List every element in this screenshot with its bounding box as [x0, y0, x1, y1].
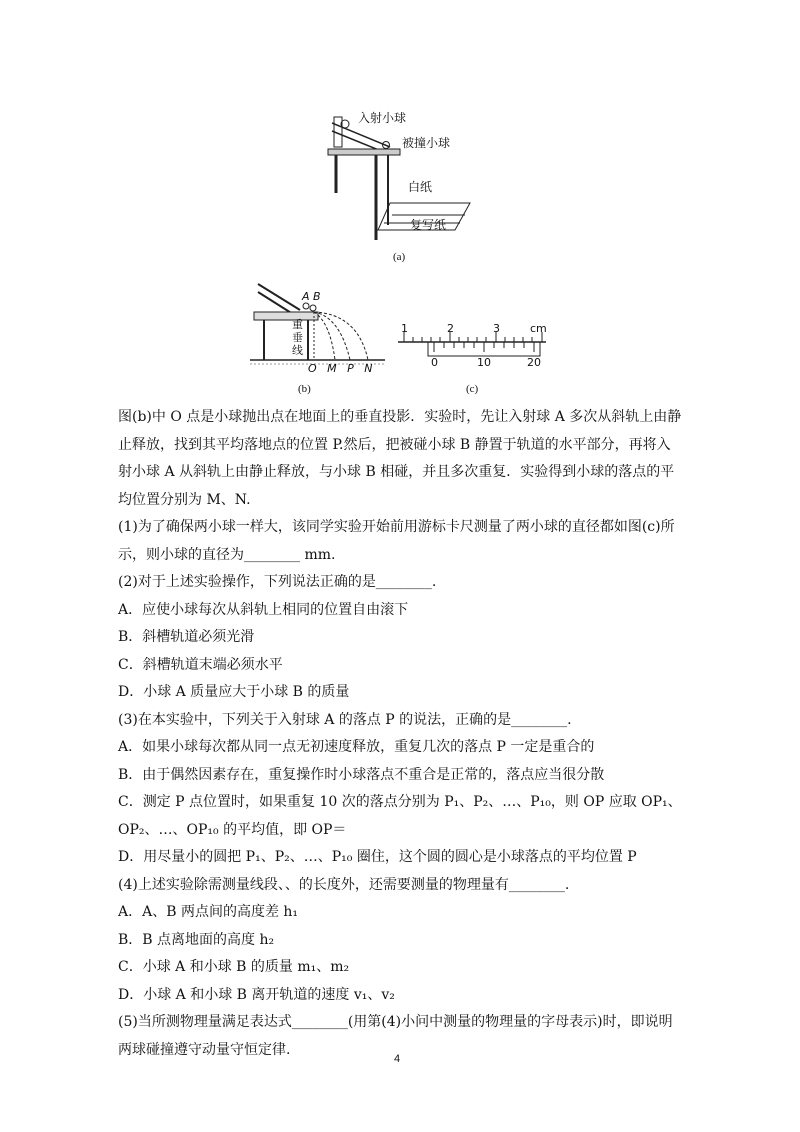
- intro-line-3: 射小球 A 从斜轨上由静止释放，与小球 B 相碰，并且多次重复．实验得到小球的落点的平: [118, 464, 675, 480]
- figure-a-apparatus: [320, 105, 480, 245]
- question-3-option-b: B．由于偶然因素存在，重复操作时小球落点不重合是正常的，落点应当很分散: [118, 766, 605, 783]
- page-number: 4: [394, 1053, 401, 1065]
- label-ab: A B: [302, 290, 321, 303]
- figure-c-vernier: [398, 320, 548, 375]
- caption-c: (c): [466, 383, 479, 395]
- question-2-option-b: B．斜槽轨道必须光滑: [118, 629, 255, 645]
- intro-line-2: 止释放，找到其平均落地点的位置 P.然后，把被碰小球 B 静置于轨道的水平部分，再将入: [118, 436, 671, 453]
- question-3-option-d: D．用尽量小的圆把 P₁、P₂、…、P₁₀ 圈住，这个圆的圆心是小球落点的平均位置 P: [118, 849, 637, 865]
- question-1-line-1: (1)为了确保两小球一样大，该同学实验开始前用游标卡尺测量了两小球的直径都如图(c)所: [118, 519, 675, 535]
- question-3-option-a: A．如果小球每次都从同一点无初速度释放，重复几次的落点 P 一定是重合的: [118, 739, 595, 755]
- question-2-option-a: A．应使小球每次从斜轨上相同的位置自由滚下: [118, 601, 409, 618]
- label-points: O M P N: [308, 362, 373, 375]
- label-white-paper: 白纸: [408, 180, 433, 194]
- label-struck-ball: 被撞小球: [402, 136, 451, 150]
- question-5-line-2: 两球碰撞遵守动量守恒定律.: [118, 1041, 291, 1058]
- question-4-option-c: C．小球 A 和小球 B 的质量 m₁、m₂: [118, 959, 350, 975]
- question-3-option-c-line-1: C．测定 P 点位置时，如果重复 10 次的落点分别为 P₁、P₂、…、P₁₀，则 OP 应取 OP₁、: [118, 794, 682, 810]
- main-scale-unit: cm: [530, 322, 547, 335]
- question-4-option-b: B．B 点离地面的高度 h₂: [118, 931, 275, 948]
- intro-line-1: 图(b)中 O 点是小球抛出点在地面上的垂直投影．实验时，先让入射球 A 多次从斜轨上由静: [118, 409, 682, 425]
- question-3: (3)在本实验中，下列关于入射球 A 的落点 P 的说法，正确的是________.: [118, 711, 572, 728]
- main-scale-label-3: 3: [493, 322, 500, 335]
- question-4-option-a: A．A、B 两点间的高度差 h₁: [118, 904, 299, 920]
- question-4: (4)上述实验除需测量线段、、的长度外，还需要测量的物理量有________.: [118, 876, 570, 893]
- main-scale-label-2: 2: [447, 322, 454, 335]
- question-2-option-c: C．斜槽轨道末端必须水平: [118, 656, 283, 673]
- vernier-label-0: 0: [431, 356, 438, 369]
- vernier-label-20: 20: [527, 356, 541, 369]
- intro-line-4: 均位置分别为 M、N.: [118, 491, 251, 508]
- figure-b-trajectory: [250, 272, 390, 372]
- label-plumb-line: 重 垂 线: [292, 318, 303, 357]
- question-1-line-2: 示，则小球的直径为________ mm.: [118, 546, 336, 563]
- question-4-option-d: D．小球 A 和小球 B 离开轨道的速度 v₁、v₂: [118, 986, 395, 1003]
- caption-a: (a): [393, 251, 406, 263]
- label-carbon-paper: 复写纸: [410, 218, 447, 232]
- vernier-label-10: 10: [477, 356, 491, 369]
- main-scale-label-1: 1: [401, 322, 408, 335]
- problem-text: [118, 404, 698, 1064]
- label-incident-ball: 入射小球: [358, 111, 407, 125]
- question-3-option-c-line-2: OP₂、…、OP₁₀ 的平均值，即 OP＝: [118, 821, 347, 838]
- question-2: (2)对于上述实验操作，下列说法正确的是________.: [118, 574, 437, 590]
- caption-b: (b): [298, 383, 311, 395]
- question-2-option-d: D．小球 A 质量应大于小球 B 的质量: [118, 684, 350, 700]
- question-5-line-1: (5)当所测物理量满足表达式________(用第(4)小问中测量的物理量的字母表示)时，即说明: [118, 1014, 673, 1030]
